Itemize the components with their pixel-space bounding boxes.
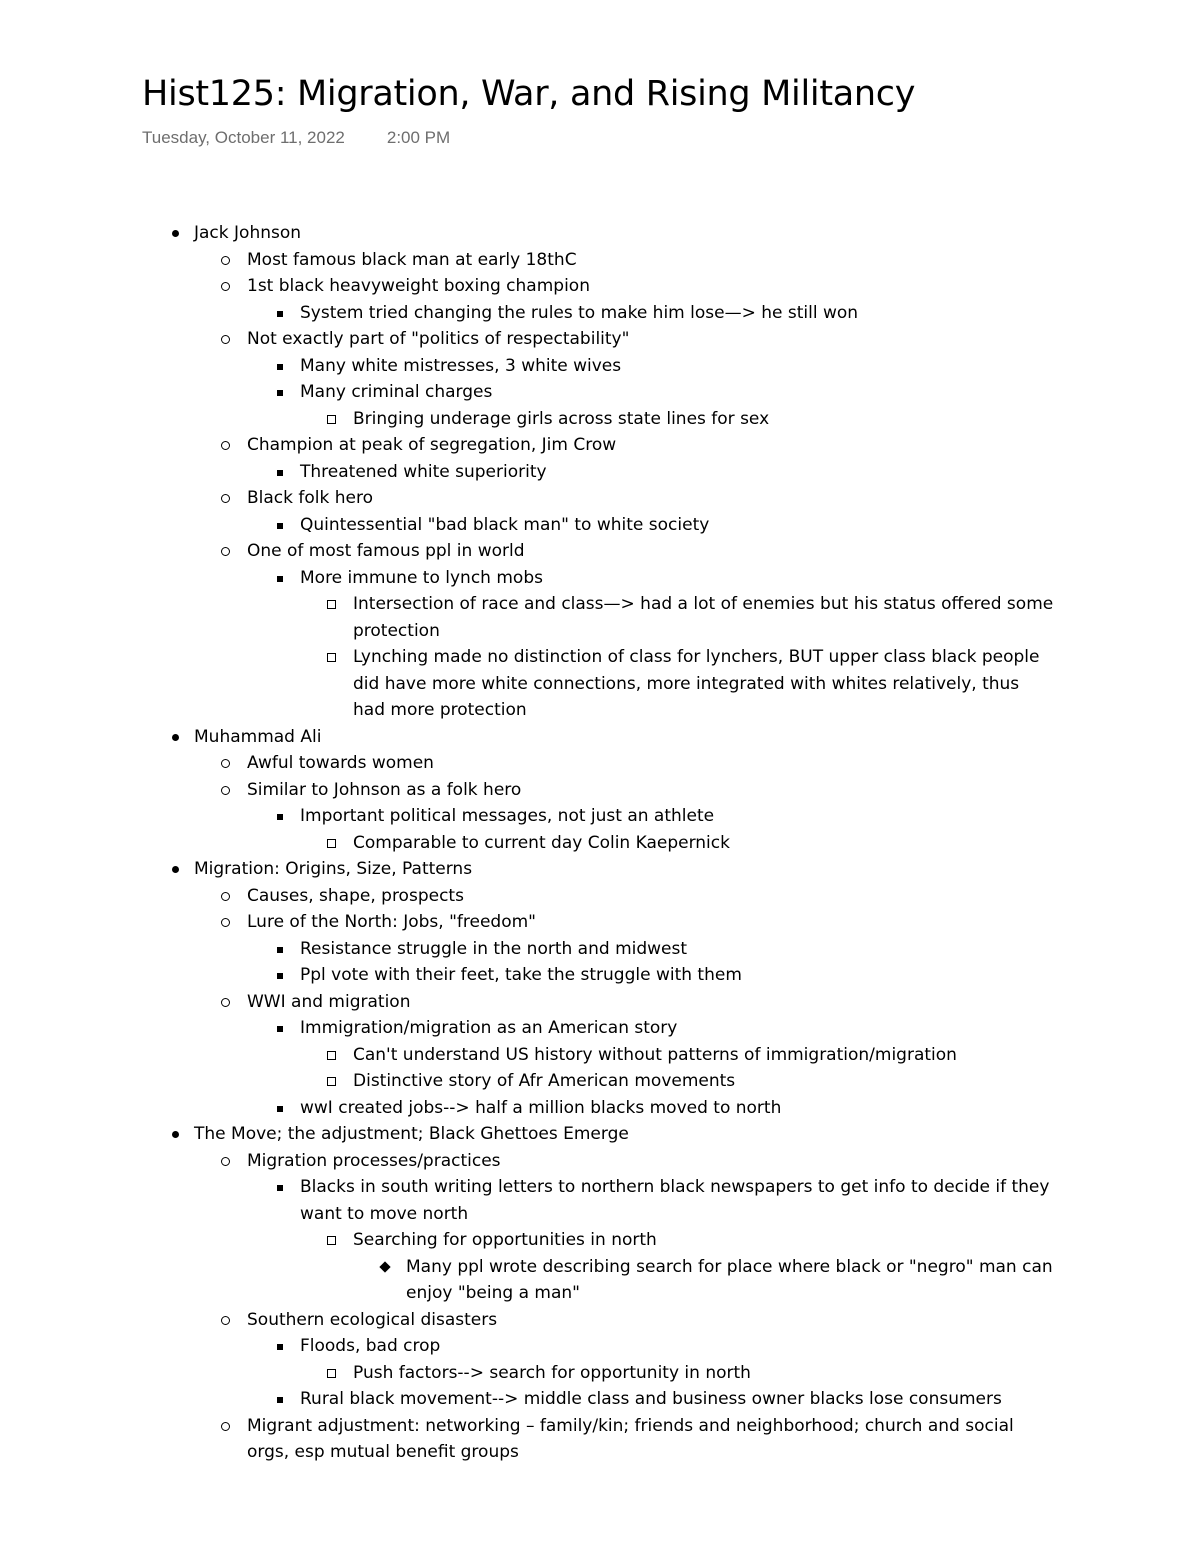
outline-item-text: Black folk hero: [247, 488, 374, 508]
outline-item: [0, 1227, 1055, 1254]
outline-item: [0, 1413, 1057, 1466]
outline-item-text: The Move; the adjustment; Black Ghettoes Emerge: [194, 1124, 629, 1144]
filled-square-bullet-icon: [277, 390, 283, 396]
hollow-circle-bullet-icon: [221, 494, 230, 503]
filled-square-bullet-icon: [277, 814, 283, 820]
outline-item: [0, 512, 1055, 539]
outline-item: [0, 379, 1055, 406]
outline-item: [0, 909, 1057, 936]
outline-item-text: Jack Johnson: [194, 223, 302, 243]
page-time: 2:00 PM: [386, 128, 451, 147]
hollow-circle-bullet-icon: [221, 1316, 230, 1325]
outline-item: [0, 459, 1055, 486]
hollow-circle-bullet-icon: [221, 282, 230, 291]
outline-item-text: Distinctive story of Afr American movements: [353, 1071, 736, 1091]
outline-item-text: Bringing underage girls across state lines for sex: [353, 408, 770, 429]
outline-item-text: Resistance struggle in the north and midwest: [300, 938, 688, 959]
hollow-square-bullet-icon: [327, 1051, 336, 1060]
hollow-square-bullet-icon: [327, 1077, 336, 1086]
hollow-circle-bullet-icon: [221, 335, 230, 344]
outline-item: [0, 1068, 1055, 1095]
hollow-square-bullet-icon: [327, 1369, 336, 1378]
outline-item-text: Migrant adjustment: networking – family/kin; friends and neighborhood; church and social orgs, esp mutual benefit groups: [247, 1415, 1014, 1462]
filled-square-bullet-icon: [277, 576, 283, 582]
outline-item: [0, 1042, 1055, 1069]
outline-item: [0, 1148, 1057, 1175]
page-date: Tuesday, October 11, 2022: [142, 128, 345, 147]
hollow-square-bullet-icon: [327, 839, 336, 848]
hollow-circle-bullet-icon: [221, 892, 230, 901]
outline-item-text: Lynching made no distinction of class for lynchers, BUT upper class black people did have more white connections, more integrated with whites relatively, thus had more protection: [353, 647, 1040, 720]
filled-square-bullet-icon: [277, 1397, 283, 1403]
outline-item-text: Floods, bad crop: [300, 1336, 441, 1356]
filled-square-bullet-icon: [277, 311, 283, 317]
outline-item: [0, 485, 1057, 512]
outline-item: [0, 353, 1055, 380]
outline-item-text: Similar to Johnson as a folk hero: [247, 779, 522, 800]
hollow-square-bullet-icon: [327, 1236, 336, 1245]
outline-item-text: Southern ecological disasters: [247, 1309, 498, 1330]
outline-item: [0, 803, 1055, 830]
outline-item-text: Migration processes/practices: [247, 1150, 501, 1171]
outline-item: [0, 936, 1055, 963]
outline-item: [0, 406, 1055, 433]
hollow-circle-bullet-icon: [221, 918, 230, 927]
outline-item: [0, 220, 1054, 247]
filled-circle-bullet-icon: [172, 1131, 179, 1138]
outline-item: [0, 1095, 1055, 1122]
outline-item-text: WWI and migration: [247, 991, 411, 1012]
outline-item-text: Push factors--> search for opportunity in north: [353, 1362, 751, 1383]
filled-square-bullet-icon: [277, 1106, 283, 1112]
outline-item-text: Can't understand US history without patterns of immigration/migration: [353, 1044, 957, 1065]
outline-item: [0, 644, 1055, 724]
outline-item: [0, 962, 1055, 989]
hollow-circle-bullet-icon: [221, 256, 230, 265]
outline-item-text: Rural black movement--> middle class and business owner blacks lose consumers: [300, 1389, 1002, 1409]
outline-item-text: Muhammad Ali: [194, 726, 322, 747]
outline-item: [0, 750, 1057, 777]
outline-item-text: Not exactly part of "politics of respectability": [247, 329, 630, 349]
outline-item: [0, 565, 1055, 592]
filled-square-bullet-icon: [277, 1344, 283, 1350]
outline-item: [0, 1121, 1054, 1148]
outline-item: [0, 1360, 1055, 1387]
outline-item-text: Lure of the North: Jobs, "freedom": [247, 912, 536, 932]
outline-item: [0, 777, 1057, 804]
filled-square-bullet-icon: [277, 523, 283, 529]
hollow-circle-bullet-icon: [221, 1422, 230, 1431]
outline-item-text: Important political messages, not just an athlete: [300, 806, 715, 826]
outline-item-text: Searching for opportunities in north: [353, 1230, 657, 1250]
outline-item-text: Many criminal charges: [300, 382, 493, 402]
outline-item: [0, 273, 1057, 300]
outline-item: [0, 1386, 1055, 1413]
outline-item: [0, 856, 1054, 883]
hollow-square-bullet-icon: [327, 600, 336, 609]
hollow-circle-bullet-icon: [221, 759, 230, 768]
hollow-circle-bullet-icon: [221, 441, 230, 450]
outline-item-text: 1st black heavyweight boxing champion: [247, 276, 590, 296]
outline-item: [0, 1307, 1057, 1334]
outline-item-text: Many white mistresses, 3 white wives: [300, 355, 622, 376]
outline-item: [0, 1254, 1056, 1307]
outline-item-text: wwI created jobs--> half a million blacks moved to north: [300, 1097, 782, 1118]
filled-square-bullet-icon: [277, 1026, 283, 1032]
outline-item: [0, 724, 1054, 751]
outline-item: [0, 247, 1057, 274]
outline-item-text: Comparable to current day Colin Kaepernick: [353, 832, 730, 853]
outline-item: [0, 538, 1057, 565]
filled-circle-bullet-icon: [172, 734, 179, 741]
outline-item-text: Many ppl wrote describing search for place where black or "negro" man can enjoy "being a man": [406, 1256, 1053, 1303]
hollow-square-bullet-icon: [327, 415, 336, 424]
outline-item-text: Intersection of race and class—> had a lot of enemies but his status offered some protection: [353, 594, 1054, 641]
outline-item-text: Most famous black man at early 18thC: [247, 249, 577, 270]
outline-item: [0, 300, 1055, 327]
filled-square-bullet-icon: [277, 364, 283, 370]
outline-item: [0, 326, 1057, 353]
outline-item-text: Threatened white superiority: [300, 461, 547, 482]
filled-square-bullet-icon: [277, 973, 283, 979]
outline-item: [0, 1333, 1055, 1360]
filled-square-bullet-icon: [277, 1185, 283, 1191]
outline-item: [0, 830, 1055, 857]
outline-list: [0, 220, 1200, 1466]
page-title: Hist125: Migration, War, and Rising Militancy: [142, 74, 916, 114]
hollow-circle-bullet-icon: [221, 786, 230, 795]
outline-item-text: Causes, shape, prospects: [247, 885, 464, 906]
outline-item-text: Ppl vote with their feet, take the struggle with them: [300, 965, 742, 985]
filled-square-bullet-icon: [277, 947, 283, 953]
hollow-circle-bullet-icon: [221, 1157, 230, 1166]
filled-square-bullet-icon: [277, 470, 283, 476]
outline-item: [0, 1015, 1055, 1042]
outline-item-text: One of most famous ppl in world: [247, 541, 525, 561]
outline-item-text: System tried changing the rules to make him lose—> he still won: [300, 302, 859, 323]
hollow-circle-bullet-icon: [221, 547, 230, 556]
outline-item: [0, 432, 1057, 459]
outline-item: [0, 1174, 1055, 1227]
outline-item: [0, 989, 1057, 1016]
outline-item-text: Immigration/migration as an American story: [300, 1018, 678, 1038]
outline-item-text: Champion at peak of segregation, Jim Crow: [247, 435, 617, 455]
page-meta: [142, 128, 450, 148]
outline-item-text: Blacks in south writing letters to northern black newspapers to get info to decide if they want to move north: [300, 1177, 1050, 1224]
outline-item-text: More immune to lynch mobs: [300, 567, 543, 588]
filled-circle-bullet-icon: [172, 230, 179, 237]
diamond-bullet-icon: [379, 1261, 390, 1272]
outline-item-text: Awful towards women: [247, 753, 434, 773]
outline-item: [0, 591, 1055, 644]
hollow-square-bullet-icon: [327, 653, 336, 662]
outline-item: [0, 883, 1057, 910]
outline-item-text: Quintessential "bad black man" to white society: [300, 514, 710, 535]
outline-item-text: Migration: Origins, Size, Patterns: [194, 859, 473, 879]
filled-circle-bullet-icon: [172, 866, 179, 873]
hollow-circle-bullet-icon: [221, 998, 230, 1007]
